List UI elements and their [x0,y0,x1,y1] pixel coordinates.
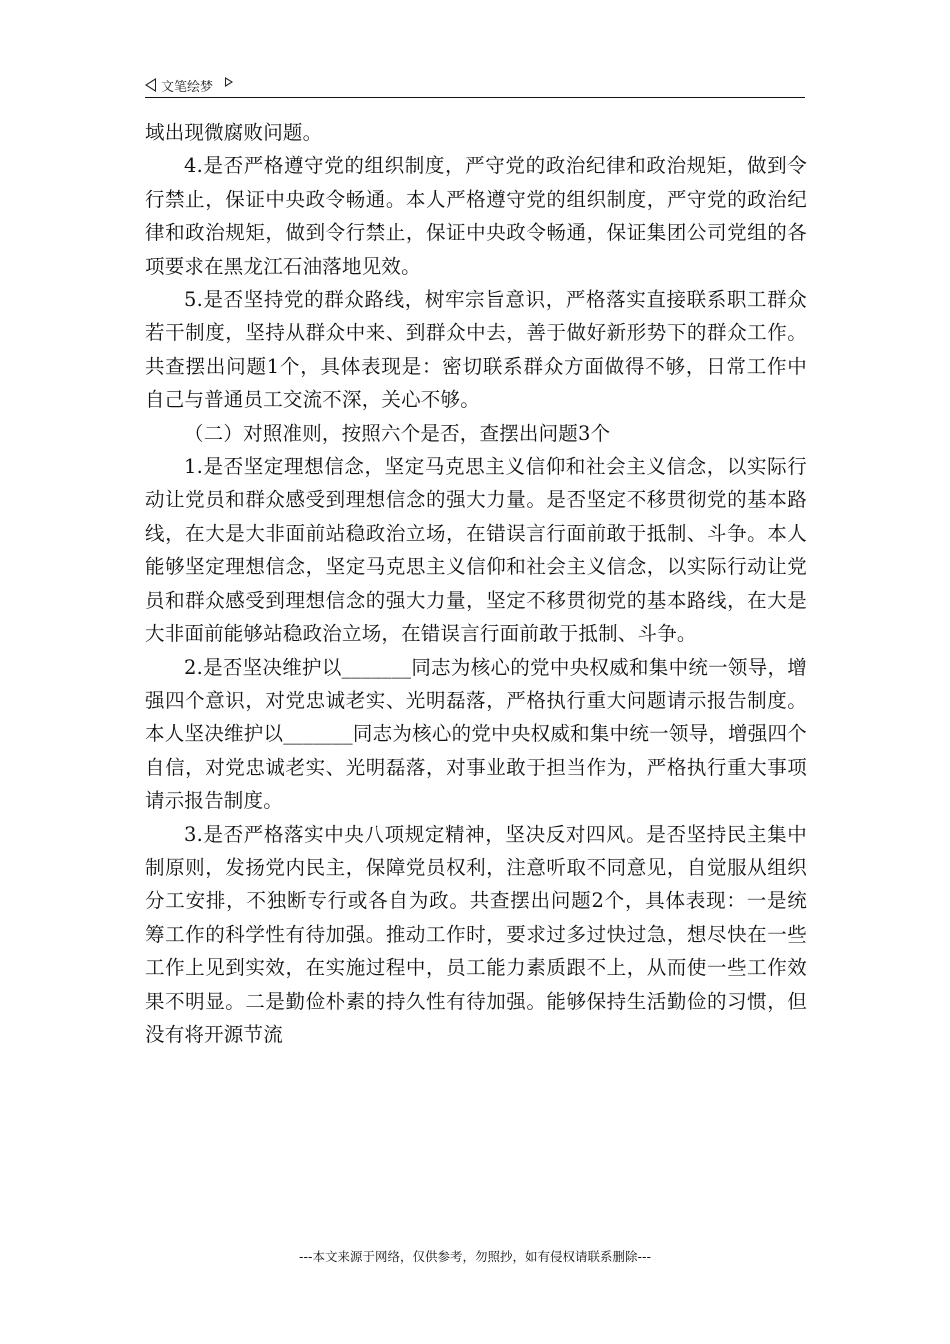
triangle-left-icon [145,78,156,92]
paragraph: 域出现微腐败问题。 [145,121,323,144]
paragraph: 4.是否严格遵守党的组织制度，严守党的政治纪律和政治规矩，做到令行禁止，保证中央政令畅通。本人严格遵守党的组织制度，严守党的政治纪律和政治规矩，做到令行禁止，保证中央政令畅通，保证集团公司党组的各项要求在黑龙江石油落地见效。 [145,154,807,278]
page-header [145,74,805,96]
triangle-right-icon [225,77,233,87]
paragraph: 5.是否坚持党的群众路线，树牢宗旨意识，严格落实直接联系职工群众若干制度，坚持从群众中来、到群众中去，善于做好新形势下的群众工作。共查摆出问题1个，具体表现是：密切联系群众方面做得不够，日常工作中自己与普通员工交流不深，关心不够。 [145,288,807,412]
header-divider [145,97,805,98]
paragraph: 2.是否坚决维护以_______同志为核心的党中央权威和集中统一领导，增强四个意识，对党忠诚老实、光明磊落，严格执行重大问题请示报告制度。本人坚决维护以_______同志为核心的党中央权威和集中统一领导，增强四个自信，对党忠诚老实、光明磊落，对事业敢于担当作为，严格执行重大事项请示报告制度。 [145,655,807,813]
section-heading: （二）对照准则，按照六个是否，查摆出问题3个 [184,421,611,445]
header-title: 文笔绘梦 [161,79,214,95]
document-body [145,116,807,1051]
paragraph: 1.是否坚定理想信念，坚定马克思主义信仰和社会主义信念，以实际行动让党员和群众感受到理想信念的强大力量。是否坚定不移贯彻党的基本路线，在大是大非面前站稳政治立场，在错误言行面前敢于抵制、斗争。本人能够坚定理想信念，坚定马克思主义信仰和社会主义信念，以实际行动让党员和群众感受到理想信念的强大力量，坚定不移贯彻党的基本路线，在大是大非面前能够站稳政治立场，在错误言行面前敢于抵制、斗争。 [145,455,807,646]
paragraph: 3.是否严格落实中央八项规定精神，坚决反对四风。是否坚持民主集中制原则，发扬党内民主，保障党员权利，注意听取不同意见，自觉服从组织分工安排，不独断专行或各自为政。共查摆出问题2个，具体表现：一是统筹工作的科学性有待加强。推动工作时，要求过多过快过急，想尽快在一些工作上见到实效，在实施过程中，员工能力素质跟不上，从而使一些工作效果不明显。二是勤俭朴素的持久性有待加强。能够保持生活勤俭的习惯，但没有将开源节流 [145,822,807,1046]
page-footer-disclaimer: ---本文来源于网络，仅供参考，勿照抄，如有侵权请联系删除--- [298,1249,652,1264]
